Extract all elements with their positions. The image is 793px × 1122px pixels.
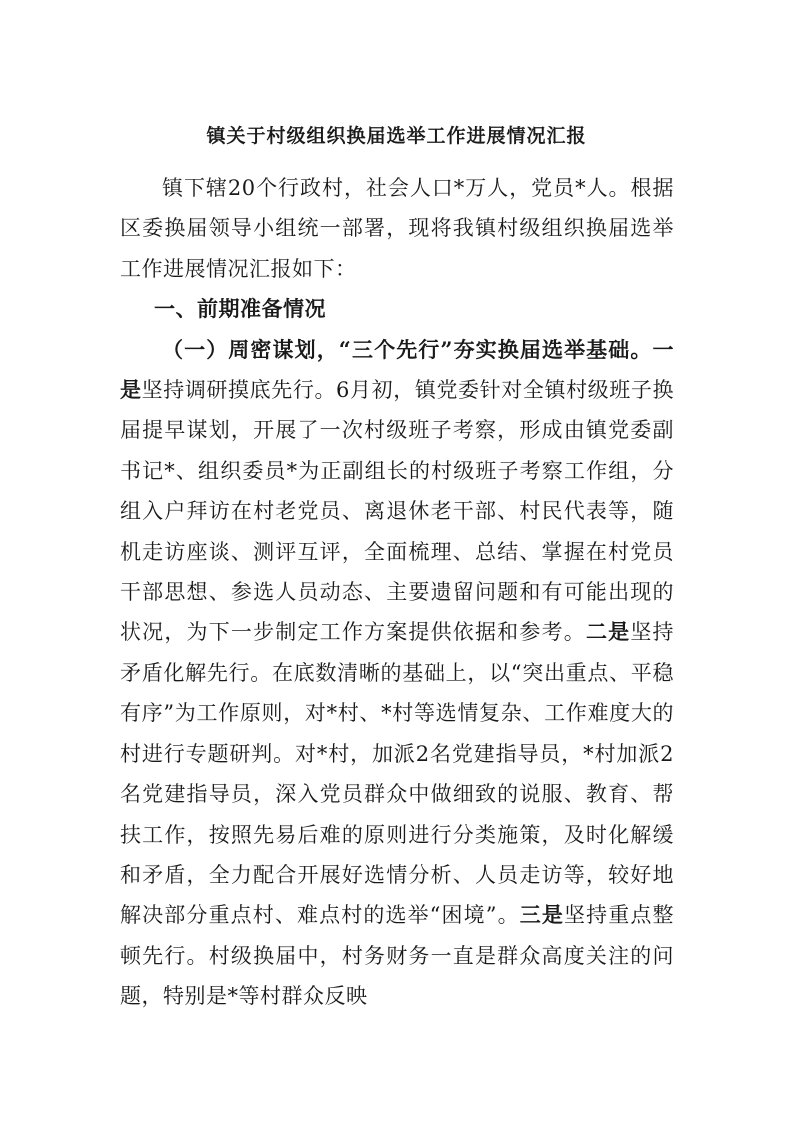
- point-marker-3: 三是: [519, 902, 565, 928]
- body-paragraph: [120, 330, 674, 1017]
- point-text-3: 坚持重点整顿先行。村级换届中，村务财务一直是群众高度关注的问题，特别是*等村群众反映: [120, 903, 674, 1009]
- point-marker-1: 一是: [120, 336, 674, 403]
- section-heading: 一、前期准备情况: [154, 296, 326, 322]
- document-title: 镇关于村级组织换届选举工作进展情况汇报: [206, 125, 587, 147]
- intro-paragraph: 镇下辖20个行政村，社会人口*万人，党员*人。根据区委换届领导小组统一部署，现将我镇村级组织换届选举工作进展情况汇报如下：: [120, 176, 674, 281]
- point-marker-2: 二是: [585, 619, 631, 645]
- sub-heading: （一）周密谋划，“三个先行”夯实换届选举基础。: [162, 336, 653, 362]
- point-text-2: 坚持矛盾化解先行。在底数清晰的基础上，以“突出重点、平稳有序”为工作原则，对*村、*村等选情复杂、工作难度大的村进行专题研判。对*村，加派2名党建指导员，*村加派2名党建指导员，深入党员群众中做细致的说服、教育、帮扶工作，按照先易后难的原则进行分类施策，及时化解缓和矛盾，全力配合开展好选情分析、人员走访等，较好地解决部分重点村、难点村的选举“困境”。: [120, 620, 674, 928]
- document-body: [120, 168, 674, 1017]
- point-text-1: 坚持调研摸底先行。6月初，镇党委针对全镇村级班子换届提早谋划，开展了一次村级班子考察，形成由镇党委副书记*、组织委员*为正副组长的村级班子考察工作组，分组入户拜访在村老党员、离退休老干部、村民代表等，随机走访座谈、测评互评，全面梳理、总结、掌握在村党员干部思想、参选人员动态、主要遗留问题和有可能出现的状况，为下一步制定工作方案提供依据和参考。: [120, 378, 675, 645]
